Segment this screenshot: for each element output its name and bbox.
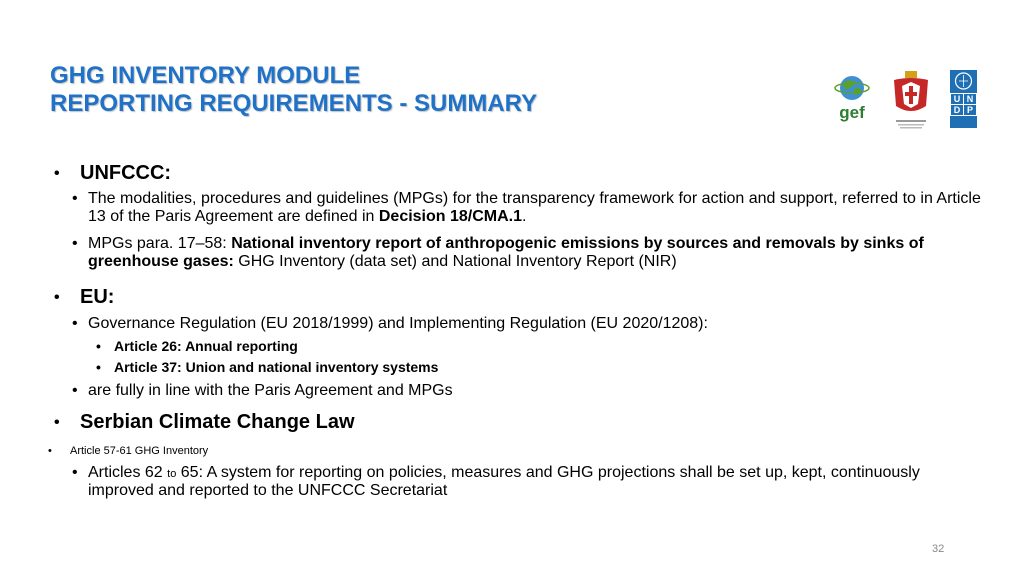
slide-title xyxy=(50,62,537,118)
undp-letter-n: N xyxy=(964,94,976,104)
undp-letter-p: P xyxy=(964,105,976,115)
bullet: • xyxy=(54,165,60,182)
list-item: • The modalities, procedures and guidelines (MPGs) for the transparency framework for action and support, referred to in Article 13 of the Paris Agreement are defined in Decision 18/CMA.1. xyxy=(72,190,981,225)
bullet: • xyxy=(72,235,78,252)
list-item: • MPGs para. 17–58: National inventory report of anthropogenic emissions by sources and removals by sinks of greenhouse gases: GHG Inventory (data set) and National Inventory Report (NIR) xyxy=(72,235,924,270)
list-item: • Article 37: Union and national inventory systems xyxy=(96,359,439,375)
decision-reference: Decision 18/CMA.1 xyxy=(378,208,523,225)
bullet: • xyxy=(72,190,78,207)
undp-letter-u: U xyxy=(951,94,963,104)
bullet: • xyxy=(48,445,52,457)
bullet: • xyxy=(72,315,78,332)
list-item: • Articles 62 to 65: A system for reporting on policies, measures and GHG projections shall be set up, kept, continuously improved and reported to the UNFCCC Secretariat xyxy=(72,464,920,499)
title-line-1: GHG INVENTORY MODULE xyxy=(50,62,361,89)
list-item: • Governance Regulation (EU 2018/1999) and Implementing Regulation (EU 2020/1208): xyxy=(72,315,708,332)
page-number: 32 xyxy=(932,543,945,555)
bullet: • xyxy=(72,464,78,481)
bullet: • xyxy=(72,382,78,399)
list-item: • are fully in line with the Paris Agreement and MPGs xyxy=(72,382,453,399)
undp-logo xyxy=(950,70,977,128)
section-heading: EU: xyxy=(80,286,115,308)
section-heading: Serbian Climate Change Law xyxy=(80,411,355,433)
list-item: • Article 26: Annual reporting xyxy=(96,338,298,354)
section-unfccc xyxy=(44,162,171,186)
list-item: • Article 57-61 GHG Inventory xyxy=(48,445,209,457)
undp-letter-d: D xyxy=(951,105,963,115)
gef-logo xyxy=(832,74,872,122)
bullet: • xyxy=(96,338,101,354)
bullet: • xyxy=(54,414,60,431)
partner-logos xyxy=(832,70,980,132)
serbia-coat-of-arms-logo xyxy=(888,70,934,132)
svg-text:gef: gef xyxy=(839,103,865,122)
title-line-2: REPORTING REQUIREMENTS - SUMMARY xyxy=(50,90,538,117)
bullet: • xyxy=(96,359,101,375)
section-eu xyxy=(44,286,114,310)
bullet: • xyxy=(54,289,60,306)
section-serbia xyxy=(44,411,355,435)
section-heading: UNFCCC: xyxy=(80,162,172,184)
